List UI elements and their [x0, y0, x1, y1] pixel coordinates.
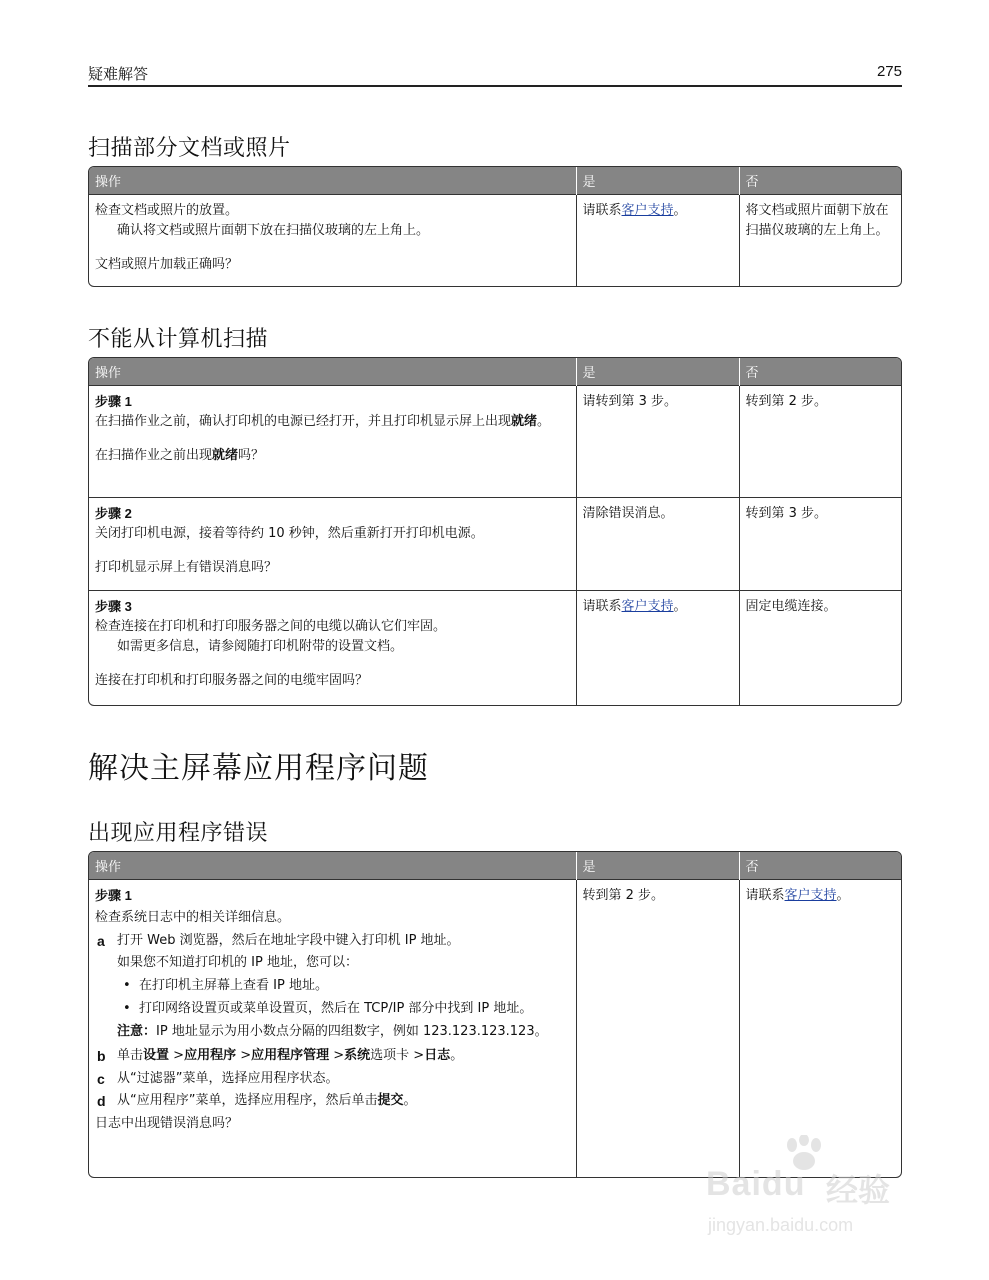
table-header-row: [89, 167, 902, 194]
column-yes: 是: [576, 358, 739, 385]
yes-cell: [576, 194, 739, 286]
table-header-row: [89, 852, 902, 879]
step-label: 步骤 3: [95, 598, 132, 614]
action-cell: [89, 385, 576, 497]
action-question: 在扫描作业之前出现就绪吗？: [95, 447, 265, 463]
action-cell: [89, 194, 576, 286]
no-text: 请联系: [745, 887, 785, 903]
watermark-url: jingyan.baidu.com: [708, 1215, 854, 1235]
column-action: 操作: [89, 852, 576, 879]
yes-text: 请联系: [582, 202, 622, 218]
yes-text: 请联系: [582, 598, 622, 614]
no-suffix: 。: [836, 887, 850, 903]
no-cell: [739, 879, 902, 1177]
step-label: 步骤 2: [95, 505, 132, 521]
yes-suffix: 。: [673, 202, 687, 218]
no-cell: 将文档或照片面朝下放在扫描仪玻璃的左上角上。: [739, 194, 902, 286]
section-title-app-error: 出现应用程序错误: [88, 821, 269, 846]
column-no: 否: [739, 358, 902, 385]
action-detail: 如需更多信息，请参阅随打印机附带的设置文档。: [117, 638, 404, 654]
substep-c: c 从“过滤器”菜单，选择应用程序状态。: [97, 1070, 339, 1087]
customer-support-link[interactable]: 客户支持: [784, 887, 837, 903]
page-number: 275: [876, 63, 902, 80]
yes-cell: [576, 590, 739, 705]
bullet-item: • 打印网络设置页或菜单设置页，然后在 TCP/IP 部分中找到 IP 地址。: [123, 1001, 533, 1016]
no-cell: 转到第 2 步。: [739, 385, 902, 497]
action-text: 检查文档或照片的放置。: [95, 202, 239, 218]
yes-cell: 转到第 2 步。: [576, 879, 739, 1177]
column-no: 否: [739, 852, 902, 879]
action-cell: [89, 879, 576, 1177]
no-cell: 转到第 3 步。: [739, 497, 902, 590]
action-text: 检查系统日志中的相关详细信息。: [95, 910, 291, 925]
action-question: 文档或照片加载正确吗？: [95, 256, 239, 272]
table-header-row: [89, 358, 902, 385]
page-header: [88, 63, 902, 87]
no-cell: 固定电缆连接。: [739, 590, 902, 705]
column-action: 操作: [89, 167, 576, 194]
action-question: 日志中出现错误消息吗？: [95, 1115, 239, 1131]
action-question: 连接在打印机和打印服务器之间的电缆牢固吗？: [95, 672, 369, 688]
action-cell: [89, 497, 576, 590]
yes-cell: 清除错误消息。: [576, 497, 739, 590]
customer-support-link[interactable]: 客户支持: [621, 202, 674, 218]
column-yes: 是: [576, 167, 739, 194]
baidu-watermark: [706, 1135, 936, 1255]
document-title: 疑难解答: [88, 65, 149, 83]
bullet-item: • 在打印机主屏幕上查看 IP 地址。: [123, 977, 328, 993]
action-cell: [89, 590, 576, 705]
substep-a-detail: 如果您不知道打印机的 IP 地址，您可以：: [117, 955, 358, 970]
yes-cell: 请转到第 3 步。: [576, 385, 739, 497]
table-app-error: [88, 851, 902, 1178]
table-row: [89, 590, 902, 705]
column-action: 操作: [89, 358, 576, 385]
table-row: [89, 385, 902, 497]
table-row: [89, 879, 902, 1177]
section-title-cannot-scan: 不能从计算机扫描: [88, 327, 269, 352]
table-cannot-scan: [88, 357, 902, 706]
watermark-brand: Baidu: [706, 1165, 806, 1203]
column-no: 否: [739, 167, 902, 194]
substep-a: a 打开 Web 浏览器，然后在地址字段中键入打印机 IP 地址。: [97, 932, 460, 949]
chapter-title: 解决主屏幕应用程序问题: [88, 751, 429, 786]
section-title-scan-partial: 扫描部分文档或照片: [88, 136, 291, 161]
note: 注意：IP 地址显示为用小数点分隔的四组数字，例如 123.123.123.123。: [117, 1024, 548, 1039]
step-label: 步骤 1: [95, 393, 132, 409]
column-yes: 是: [576, 852, 739, 879]
action-text: 关闭打印机电源，接着等待约 10 秒钟，然后重新打开打印机电源。: [95, 525, 484, 541]
action-question: 打印机显示屏上有错误消息吗？: [95, 559, 278, 575]
step-label: 步骤 1: [95, 887, 132, 903]
action-text: 在扫描作业之前，确认打印机的电源已经打开，并且打印机显示屏上出现就绪。: [95, 413, 551, 429]
watermark-cn: 经验: [826, 1171, 891, 1209]
substep-b: b 单击设置 >应用程序 >应用程序管理 >系统选项卡 >日志。: [97, 1048, 464, 1064]
substep-d: d 从“应用程序”菜单，选择应用程序，然后单击提交。: [97, 1093, 417, 1109]
customer-support-link[interactable]: 客户支持: [621, 598, 674, 614]
table-scan-partial: [88, 166, 902, 287]
action-detail: 确认将文档或照片面朝下放在扫描仪玻璃的左上角上。: [117, 222, 430, 238]
table-row: [89, 194, 902, 286]
action-text: 检查连接在打印机和打印服务器之间的电缆以确认它们牢固。: [95, 618, 447, 634]
table-row: [89, 497, 902, 590]
yes-suffix: 。: [673, 598, 687, 614]
